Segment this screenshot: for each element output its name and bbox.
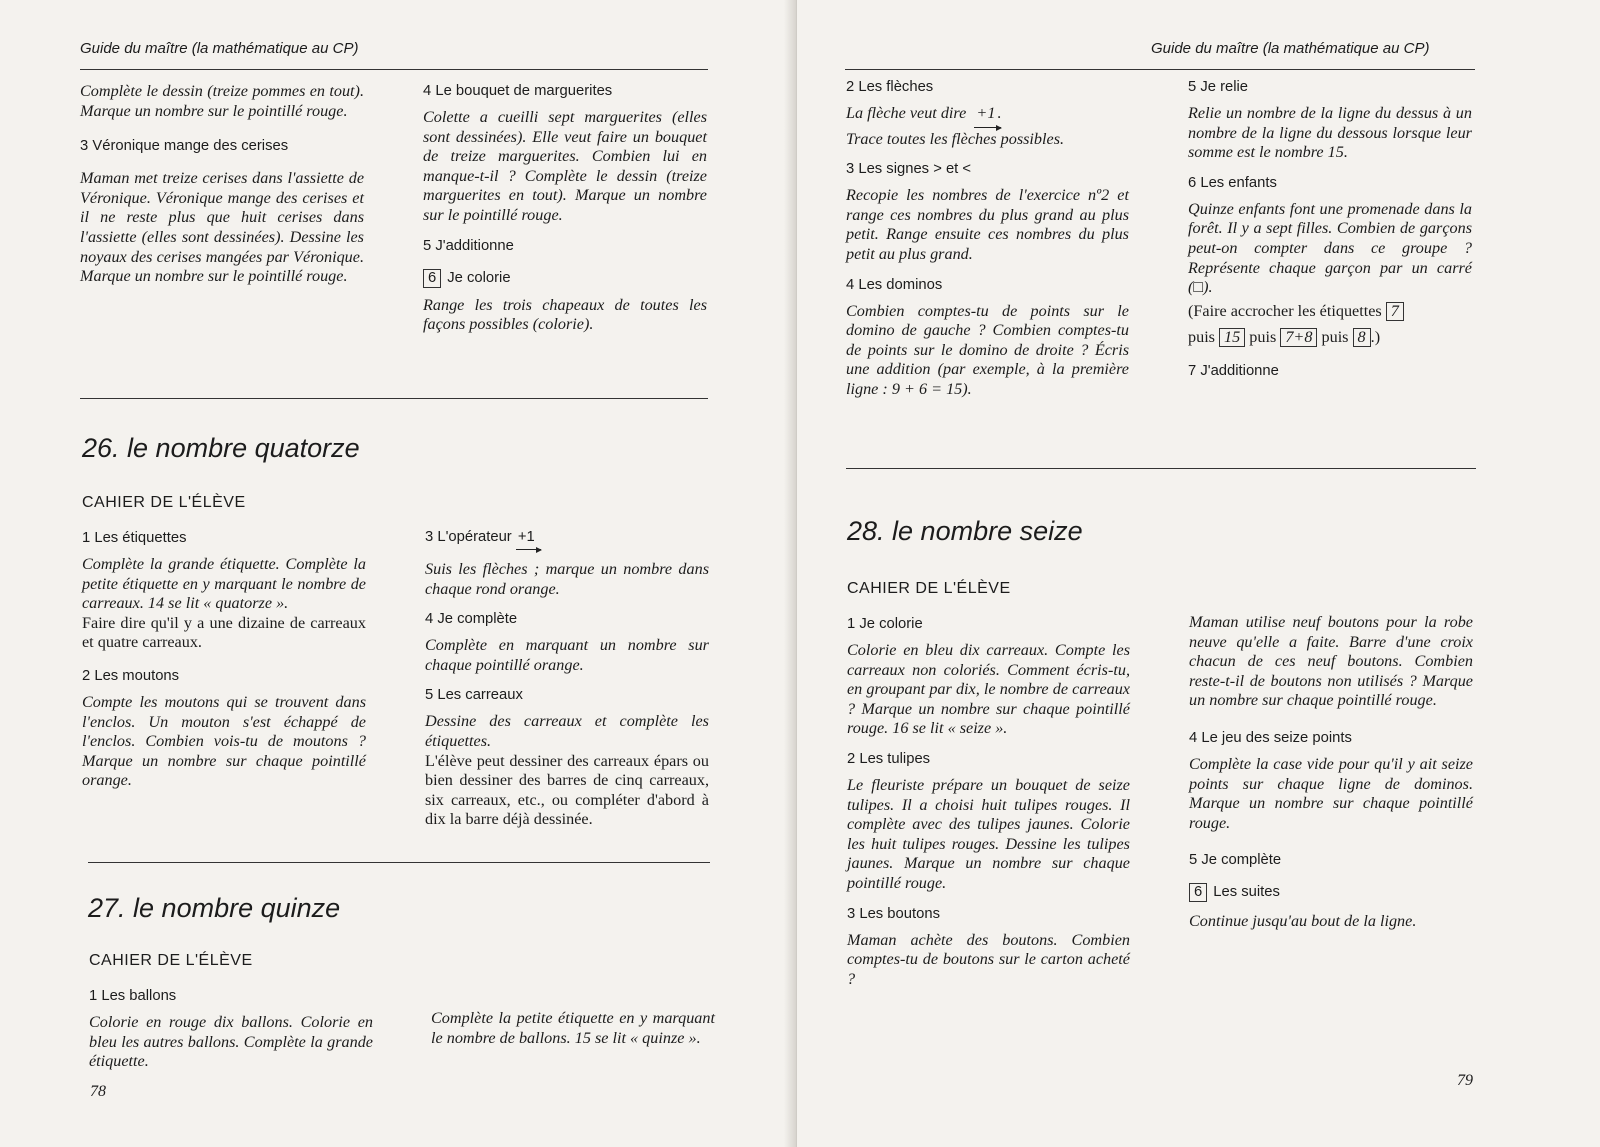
section-subtitle: CAHIER DE L'ÉLÈVE [82,494,246,511]
right-col2-top [1188,78,1472,388]
exercise-heading: 1 Je colorie [847,616,923,632]
paragraph: Colette a cueilli sept marguerites (elles sont dessinées). Elle veut faire un bouquet de treize marguerites. Combien lui en manque-t-il ? Complète le dessin (treize marguerites en tout). Marque un nombre sur le pointillé rouge. [423,108,707,224]
section-subtitle: CAHIER DE L'ÉLÈVE [89,952,253,969]
exercise-heading: 5 Les carreaux [425,687,523,704]
exercise-heading: 2 Les moutons [82,667,180,684]
running-header-left: Guide du maître (la mathématique au CP) [80,40,359,57]
exercise-heading: 5 Je complète [1189,852,1282,869]
inline-text: (Faire accrocher les étiquettes [1188,301,1382,320]
paragraph: Combien comptes-tu de points sur le domino de gauche ? Combien comptes-tu de points sur le domino de droite ? Écris une addition (par exemple, à la première ligne : 9 + 6 = 15). [846,301,1129,398]
exercise-heading: 3 Les boutons [847,905,940,922]
label-box: 7 [1386,302,1404,321]
inline-text: La flèche veut dire [846,104,967,122]
running-header-right: Guide du maître (la mathématique au CP) [1151,40,1430,57]
label-box: 15 [1219,328,1245,347]
left-col2-s26 [425,528,709,830]
label-box: 8 [1353,328,1371,347]
inline-text: .) [1370,327,1381,346]
heading-label: Les suites [1213,884,1280,901]
exercise-heading: 4 Le jeu des seize points [1189,729,1352,746]
left-col1-s26 [82,529,366,791]
inline-text: puis [1188,327,1215,346]
paragraph: Complète le dessin (treize pommes en tout). Marque un nombre sur le pointillé rouge. [80,82,364,120]
exercise-heading: 3 Véronique mange des cerises [80,138,289,155]
exercise-heading: 6 Les enfants [1188,174,1277,191]
right-page [797,0,1600,1147]
paragraph: Continue jusqu'au bout de la ligne. [1189,912,1417,931]
left-col1-s27 [89,987,373,1072]
exercise-number-box: 6 [423,269,441,288]
exercise-heading: 2 Les flèches [846,79,934,95]
exercise-heading: 5 J'additionne [423,237,514,254]
exercise-heading: 3 Les signes > et < [846,161,972,178]
right-col1-s28 [847,615,1130,989]
left-col2-s27 [431,1009,715,1048]
paragraph: Range les trois chapeaux de toutes les façons possibles (colorie). [423,295,707,334]
section-title: 28. le nombre seize [847,516,1083,546]
paragraph: Suis les flèches ; marque un nombre dans chaque rond orange. [425,560,709,598]
paragraph: Maman utilise neuf boutons pour la robe neuve qu'elle a faite. Barre d'une croix chacun de ces neuf boutons. Combien reste-t-il de boutons non utilisés ? Marque un nombre sur chaque pointillé rouge. [1189,613,1473,710]
section-rule [846,468,1476,469]
left-col2-top [423,82,707,335]
page-number: 79 [1457,1072,1473,1089]
paragraph: Colorie en bleu dix carreaux. Compte les carreaux non coloriés. Comment écris-tu, en groupant par dix, le nombre de carreaux ? Marque un nombre sur chaque pointillé rouge. 16 se lit « seize ». [847,641,1130,738]
inline-text: puis [1249,327,1277,346]
exercise-heading [425,528,709,546]
exercise-heading: 4 Les dominos [846,276,943,293]
exercise-heading-boxed [423,269,707,288]
left-page [0,0,795,1147]
paragraph [1188,298,1472,350]
paragraph: Relie un nombre de la ligne du dessus à un nombre de la ligne du dessous lorsque leur somme est le nombre 15. [1188,104,1472,162]
paragraph: Maman met treize cerises dans l'assiette de Véronique. Véronique mange des cerises et il ne reste plus que huit cerises dans l'assiette (elles sont dessinées). Dessine les noyaux des cerises mangées par Véronique. Marque un nombre sur le pointillé rouge. [80,169,364,286]
paragraph: Complète la petite étiquette en y marquant le nombre de ballons. 15 se lit « quinze ». [431,1009,715,1047]
paragraph: Quinze enfants font une promenade dans la forêt. Il y a sept filles. Combien de garçons peut-on compter dans ce groupe ? Représente chaque garçon par un carré (□). [1188,199,1472,297]
operator-arrow: +1 [976,104,996,122]
paragraph: Complète en marquant un nombre sur chaque pointillé orange. [425,636,709,674]
left-col1-top [80,82,364,287]
header-rule [80,69,708,70]
paragraph: Trace toutes les flèches possibles. [846,129,1065,148]
exercise-heading: 1 Les étiquettes [82,530,187,546]
heading-label: 3 L'opérateur [425,529,512,545]
page-number: 78 [90,1083,106,1100]
inline-text: puis [1321,327,1349,346]
section-rule [80,398,708,399]
section-title: 27. le nombre quinze [88,893,341,923]
paragraph: Dessine des carreaux et complète les étiquettes. [425,712,709,750]
exercise-heading: 4 Je complète [425,611,518,628]
label-box: 7+8 [1280,328,1317,347]
section-rule [88,862,710,863]
exercise-heading: 2 Les tulipes [847,750,931,767]
exercise-number-box: 6 [1189,883,1207,902]
exercise-heading: 5 Je relie [1188,79,1249,95]
exercise-heading: 1 Les ballons [89,988,177,1004]
paragraph: Le fleuriste prépare un bouquet de seize tulipes. Il a choisi huit tulipes rouges. Il complète avec des tulipes jaunes. Colorie les huit tulipes rouges. Dessine les tulipes jaunes. Marque un nombre sur chaque pointillé rouge. [847,775,1130,892]
heading-label: Je colorie [447,269,511,286]
exercise-heading-boxed [1189,883,1473,902]
paragraph: Maman achète des boutons. Combien comptes-tu de boutons sur le carton acheté ? [847,930,1130,988]
exercise-heading: 7 J'additionne [1188,362,1279,379]
paragraph: L'élève peut dessiner des carreaux épars ou bien dessiner des barres de cinq carreaux, six carreaux, etc., ou compléter d'abord à dix la barre déjà dessinée. [425,751,709,829]
paragraph: Colorie en rouge dix ballons. Colorie en bleu les autres ballons. Complète la grande étiquette. [89,1013,373,1071]
paragraph: Recopie les nombres de l'exercice nº2 et range ces nombres du plus grand au plus petit. Range ensuite ces nombres du plus petit au plus grand. [846,186,1129,263]
section-subtitle: CAHIER DE L'ÉLÈVE [847,580,1011,597]
operator-arrow: +1 [517,529,535,545]
exercise-heading: 4 Le bouquet de marguerites [423,83,613,99]
paragraph: Compte les moutons qui se trouvent dans l'enclos. Un mouton s'est échappé de l'enclos. Combien vois-tu de moutons ? Marque un nombre sur chaque pointillé orange. [82,692,366,790]
paragraph: Complète la case vide pour qu'il y ait seize points sur chaque ligne de dominos. Marque un nombre sur chaque pointillé rouge. [1189,754,1473,832]
paragraph: La flèche veut dire +1 . [846,104,1002,122]
right-col2-s28 [1189,613,1473,932]
paragraph: Faire dire qu'il y a une dizaine de carreaux et quatre carreaux. [82,613,366,652]
right-col1-top [846,78,1129,400]
paragraph: Complète la grande étiquette. Complète la petite étiquette en y marquant le nombre de carreaux. 14 se lit « quatorze ». [82,555,366,613]
section-title: 26. le nombre quatorze [82,433,360,463]
header-rule [845,69,1475,70]
